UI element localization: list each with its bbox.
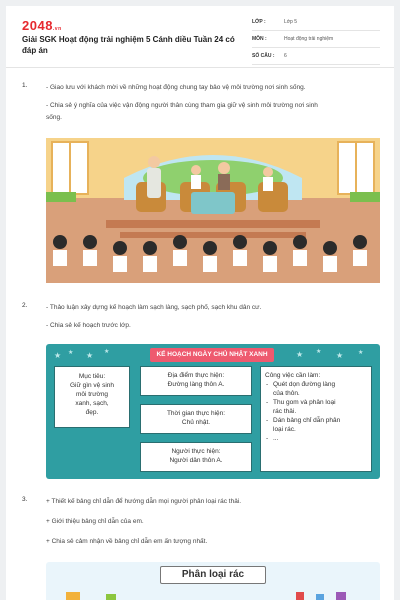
meta-row-count bbox=[252, 48, 380, 65]
time-line: Chủ nhật. bbox=[181, 419, 211, 426]
task-item: - Dán bảng chỉ dẫn phân bbox=[265, 416, 367, 425]
goal-line: đẹp. bbox=[85, 409, 99, 416]
place-line: Đường làng thôn A. bbox=[167, 381, 225, 388]
goal-line: Giữ gìn vệ sinh bbox=[69, 382, 115, 389]
question-line: + Giới thiệu bảng chỉ dẫn của em. bbox=[46, 518, 144, 525]
question-line: sống. bbox=[46, 114, 62, 121]
meta-row-subject bbox=[252, 31, 380, 48]
svg-text:★: ★ bbox=[54, 351, 62, 360]
page-title: Giải SGK Hoạt động trải nghiệm 5 Cánh diều Tuần 24 có đáp án bbox=[22, 35, 235, 55]
meta-key: MÔN : bbox=[252, 36, 267, 42]
poster-banner: KẾ HOẠCH NGÀY CHỦ NHẬT XANH bbox=[150, 348, 274, 362]
tasks-title: Công việc cần làm: bbox=[265, 372, 321, 379]
goal-line: Mục tiêu: bbox=[78, 373, 106, 380]
task-item: - Thu gom và phân loại bbox=[265, 398, 367, 407]
place-line: Địa điểm thực hiện: bbox=[167, 372, 225, 379]
meta-value: 6 bbox=[284, 53, 287, 59]
meta-row-class bbox=[252, 14, 380, 31]
task-item: - ... bbox=[265, 434, 367, 443]
svg-text:★: ★ bbox=[316, 349, 322, 355]
question-number: 1. bbox=[22, 82, 28, 89]
goal-box bbox=[54, 366, 130, 428]
meta-key: LỚP : bbox=[252, 19, 266, 25]
green-sunday-plan-poster bbox=[46, 344, 380, 479]
time-line: Thời gian thực hiện: bbox=[166, 410, 226, 417]
tasks-box bbox=[260, 366, 372, 472]
time-box bbox=[140, 404, 252, 434]
question-number: 3. bbox=[22, 496, 28, 503]
classroom-scene-image bbox=[46, 138, 380, 283]
waste-items-icon bbox=[46, 562, 380, 600]
people-box bbox=[140, 442, 252, 472]
goal-line: môi trường bbox=[75, 391, 109, 398]
people-line: Người dân thôn A. bbox=[169, 457, 223, 464]
document-header bbox=[6, 6, 394, 68]
place-box bbox=[140, 366, 252, 396]
waste-sorting-illustration bbox=[46, 562, 380, 600]
people-line: Người thực hiện: bbox=[171, 448, 221, 455]
question-number: 2. bbox=[22, 302, 28, 309]
meta-value: Lớp 5 bbox=[284, 19, 298, 25]
svg-text:★: ★ bbox=[336, 351, 344, 360]
question-line: + Thiết kế bảng chỉ dẫn để hướng dẫn mọi người phân loại rác thải. bbox=[46, 498, 242, 505]
svg-text:★: ★ bbox=[104, 349, 110, 355]
question-line: + Chia sẻ cảm nhận về bảng chỉ dẫn em ấn tượng nhất. bbox=[46, 538, 208, 545]
svg-text:★: ★ bbox=[296, 350, 304, 359]
question-line: - Giao lưu với khách mời về những hoạt động chung tay bảo vệ môi trường nơi sinh sống. bbox=[46, 84, 306, 91]
document-page bbox=[6, 6, 394, 600]
svg-text:★: ★ bbox=[68, 350, 74, 356]
goal-line: xanh, sạch, bbox=[75, 400, 109, 407]
svg-text:★: ★ bbox=[358, 350, 364, 356]
sort-panel-title: Phân loại rác bbox=[160, 566, 266, 584]
question-line: - Chia sẻ kế hoạch trước lớp. bbox=[46, 322, 131, 329]
task-item: - Quét dọn đường làng bbox=[265, 380, 367, 389]
meta-key: SỐ CÂU : bbox=[252, 53, 275, 59]
question-line: - Thảo luận xây dựng kế hoạch làm sạch làng, sạch phố, sạch khu dân cư. bbox=[46, 304, 262, 311]
svg-text:★: ★ bbox=[86, 351, 94, 360]
question-line: - Chia sẻ ý nghĩa của việc vận động người thân cùng tham gia giữ vệ sinh môi trường nơi sinh bbox=[46, 102, 318, 109]
site-logo[interactable]: 2048.vn bbox=[22, 18, 62, 33]
task-item-cont: rác thải. bbox=[273, 408, 297, 415]
meta-table bbox=[252, 14, 380, 65]
guest-talk-illustration bbox=[46, 138, 380, 283]
task-item-cont: của thôn. bbox=[273, 390, 300, 397]
task-item-cont: loại rác. bbox=[273, 426, 296, 433]
meta-value: Hoạt động trải nghiệm bbox=[284, 36, 334, 42]
